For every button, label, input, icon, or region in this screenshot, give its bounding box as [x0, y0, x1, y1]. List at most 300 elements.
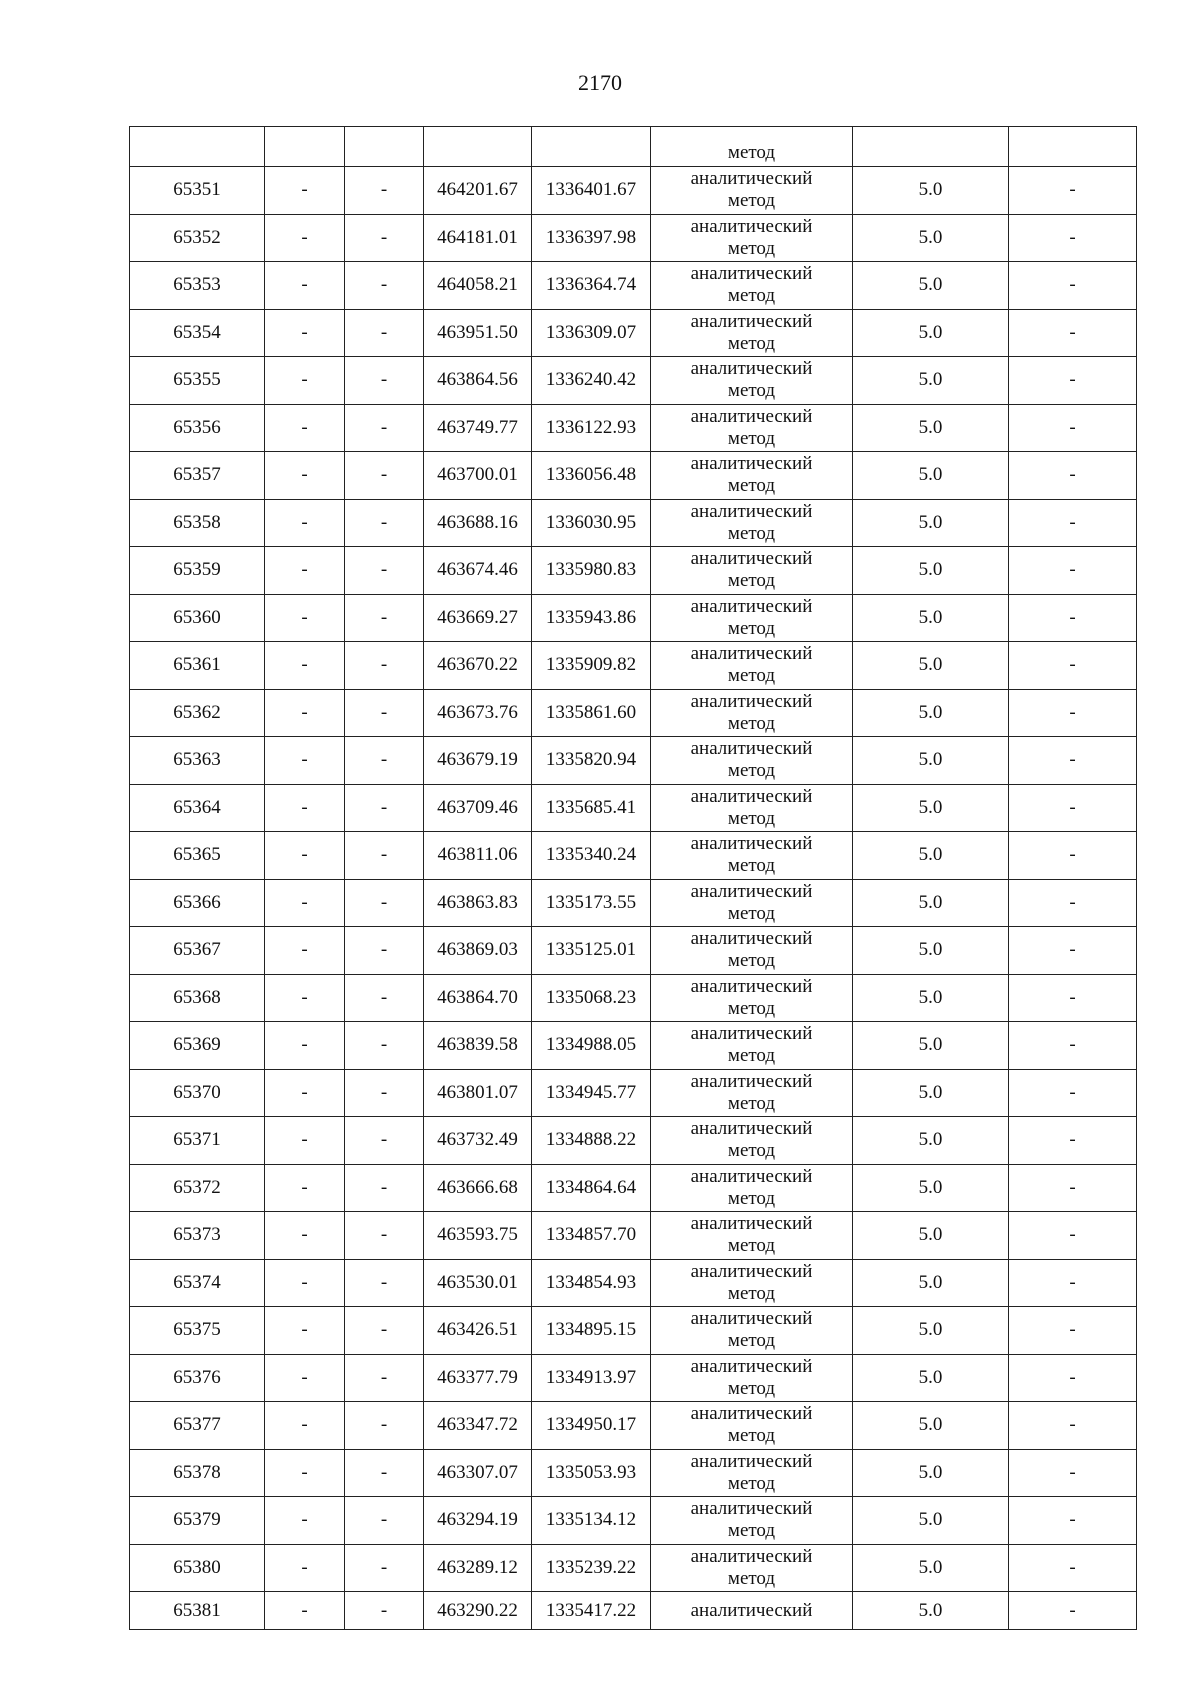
accuracy-cell: 5.0 — [853, 452, 1009, 500]
y-coordinate-cell: 1336397.98 — [532, 214, 651, 262]
point-number-cell: 65360 — [130, 594, 265, 642]
method-cell — [651, 1497, 853, 1545]
dash-cell: - — [265, 452, 345, 500]
point-number-cell: 65367 — [130, 927, 265, 975]
y-coordinate-cell: 1335068.23 — [532, 974, 651, 1022]
table-row — [130, 1402, 1137, 1450]
dash-cell: - — [265, 1022, 345, 1070]
method-cell — [651, 1259, 853, 1307]
method-line-2: метод — [727, 1235, 776, 1257]
method-line-1: аналитический — [690, 833, 813, 855]
table-cell — [853, 127, 1009, 167]
x-coordinate-cell: 463674.46 — [424, 547, 532, 595]
dash-cell: - — [265, 594, 345, 642]
method-line-1: аналитический — [690, 1118, 813, 1140]
dash-cell: - — [345, 1544, 424, 1592]
y-coordinate-cell: 1334913.97 — [532, 1354, 651, 1402]
accuracy-cell: 5.0 — [853, 927, 1009, 975]
x-coordinate-cell: 463673.76 — [424, 689, 532, 737]
dash-cell: - — [345, 594, 424, 642]
point-number-cell: 65368 — [130, 974, 265, 1022]
accuracy-cell: 5.0 — [853, 499, 1009, 547]
point-number-cell: 65374 — [130, 1259, 265, 1307]
point-number-cell: 65365 — [130, 832, 265, 880]
accuracy-cell: 5.0 — [853, 1354, 1009, 1402]
note-cell: - — [1009, 737, 1137, 785]
accuracy-cell: 5.0 — [853, 1449, 1009, 1497]
dash-cell: - — [345, 1307, 424, 1355]
table-row — [130, 309, 1137, 357]
table-row — [130, 214, 1137, 262]
dash-cell: - — [345, 404, 424, 452]
y-coordinate-cell: 1335134.12 — [532, 1497, 651, 1545]
y-coordinate-cell: 1336240.42 — [532, 357, 651, 405]
accuracy-cell: 5.0 — [853, 737, 1009, 785]
dash-cell: - — [345, 357, 424, 405]
table-row — [130, 737, 1137, 785]
method-line-2: метод — [727, 1092, 776, 1114]
dash-cell: - — [345, 1402, 424, 1450]
method-cell — [651, 594, 853, 642]
point-number-cell: 65377 — [130, 1402, 265, 1450]
point-number-cell: 65361 — [130, 642, 265, 690]
point-number-cell: 65371 — [130, 1117, 265, 1165]
x-coordinate-cell: 463377.79 — [424, 1354, 532, 1402]
dash-cell: - — [265, 1307, 345, 1355]
dash-cell: - — [265, 1592, 345, 1630]
dash-cell: - — [265, 309, 345, 357]
method-cell — [651, 1022, 853, 1070]
method-line-2: метод — [727, 997, 776, 1019]
note-cell: - — [1009, 1117, 1137, 1165]
y-coordinate-cell: 1335980.83 — [532, 547, 651, 595]
table-row — [130, 404, 1137, 452]
x-coordinate-cell: 463666.68 — [424, 1164, 532, 1212]
x-coordinate-cell: 463289.12 — [424, 1544, 532, 1592]
method-cell — [651, 1069, 853, 1117]
method-cell — [651, 1164, 853, 1212]
note-cell: - — [1009, 594, 1137, 642]
x-coordinate-cell: 464181.01 — [424, 214, 532, 262]
dash-cell: - — [265, 879, 345, 927]
table-row — [130, 927, 1137, 975]
method-cell — [651, 974, 853, 1022]
point-number-cell: 65381 — [130, 1592, 265, 1630]
method-cell — [651, 1354, 853, 1402]
x-coordinate-cell: 463811.06 — [424, 832, 532, 880]
note-cell: - — [1009, 167, 1137, 215]
x-coordinate-cell: 463749.77 — [424, 404, 532, 452]
method-line-2: метод — [727, 855, 776, 877]
method-line-1: аналитический — [690, 548, 813, 570]
y-coordinate-cell: 1335909.82 — [532, 642, 651, 690]
dash-cell: - — [345, 1212, 424, 1260]
note-cell: - — [1009, 689, 1137, 737]
dash-cell: - — [345, 262, 424, 310]
accuracy-cell: 5.0 — [853, 1022, 1009, 1070]
method-line-2: метод — [727, 1377, 776, 1399]
accuracy-cell: 5.0 — [853, 974, 1009, 1022]
x-coordinate-cell: 463347.72 — [424, 1402, 532, 1450]
dash-cell: - — [265, 167, 345, 215]
coordinates-table — [129, 126, 1137, 1630]
method-cell — [651, 1449, 853, 1497]
method-cell — [651, 404, 853, 452]
accuracy-cell: 5.0 — [853, 262, 1009, 310]
method-line-1: аналитический — [690, 1599, 813, 1621]
dash-cell: - — [265, 737, 345, 785]
x-coordinate-cell: 463869.03 — [424, 927, 532, 975]
table-row — [130, 832, 1137, 880]
note-cell: - — [1009, 547, 1137, 595]
method-line-1: аналитический — [690, 263, 813, 285]
dash-cell: - — [345, 499, 424, 547]
table-row — [130, 1164, 1137, 1212]
table-cell — [265, 127, 345, 167]
accuracy-cell: 5.0 — [853, 1212, 1009, 1260]
note-cell: - — [1009, 974, 1137, 1022]
y-coordinate-cell: 1334945.77 — [532, 1069, 651, 1117]
point-number-cell: 65373 — [130, 1212, 265, 1260]
table-row — [130, 1544, 1137, 1592]
dash-cell: - — [265, 832, 345, 880]
method-cell — [651, 1307, 853, 1355]
method-line-2: метод — [727, 427, 776, 449]
method-cell — [651, 1544, 853, 1592]
dash-cell: - — [265, 1164, 345, 1212]
table-row — [130, 1022, 1137, 1070]
dash-cell: - — [265, 357, 345, 405]
table-row — [130, 879, 1137, 927]
dash-cell: - — [265, 214, 345, 262]
note-cell: - — [1009, 1212, 1137, 1260]
method-line-1: аналитический — [690, 453, 813, 475]
dash-cell: - — [265, 689, 345, 737]
note-cell: - — [1009, 1354, 1137, 1402]
dash-cell: - — [345, 737, 424, 785]
dash-cell: - — [265, 642, 345, 690]
note-cell: - — [1009, 832, 1137, 880]
method-line-2: метод — [727, 285, 776, 307]
table-body — [130, 127, 1137, 1630]
dash-cell: - — [345, 547, 424, 595]
note-cell: - — [1009, 309, 1137, 357]
method-line-2: метод — [727, 712, 776, 734]
dash-cell: - — [345, 1164, 424, 1212]
note-cell: - — [1009, 499, 1137, 547]
table-row — [130, 167, 1137, 215]
accuracy-cell: 5.0 — [853, 167, 1009, 215]
dash-cell: - — [345, 1022, 424, 1070]
method-line-2: метод — [727, 237, 776, 259]
table-row — [130, 1307, 1137, 1355]
dash-cell: - — [345, 214, 424, 262]
method-cell — [651, 167, 853, 215]
y-coordinate-cell: 1335417.22 — [532, 1592, 651, 1630]
accuracy-cell: 5.0 — [853, 1259, 1009, 1307]
x-coordinate-cell: 463839.58 — [424, 1022, 532, 1070]
note-cell: - — [1009, 1592, 1137, 1630]
accuracy-cell: 5.0 — [853, 404, 1009, 452]
note-cell: - — [1009, 879, 1137, 927]
method-cell — [651, 214, 853, 262]
table-row — [130, 452, 1137, 500]
table-row — [130, 1354, 1137, 1402]
accuracy-cell: 5.0 — [853, 594, 1009, 642]
point-number-cell: 65370 — [130, 1069, 265, 1117]
method-cell — [651, 879, 853, 927]
method-line-2: метод — [727, 1567, 776, 1589]
note-cell: - — [1009, 1164, 1137, 1212]
method-line-1: аналитический — [690, 500, 813, 522]
x-coordinate-cell: 463864.70 — [424, 974, 532, 1022]
table-row — [130, 1449, 1137, 1497]
method-line-2: метод — [727, 570, 776, 592]
method-line-1: аналитический — [690, 1403, 813, 1425]
accuracy-cell: 5.0 — [853, 879, 1009, 927]
method-cell — [651, 1592, 853, 1630]
dash-cell: - — [265, 547, 345, 595]
dash-cell: - — [345, 642, 424, 690]
method-line-1: аналитический — [690, 168, 813, 190]
note-cell: - — [1009, 357, 1137, 405]
note-cell: - — [1009, 784, 1137, 832]
dash-cell: - — [265, 1449, 345, 1497]
method-line-1: аналитический — [690, 975, 813, 997]
y-coordinate-cell: 1334854.93 — [532, 1259, 651, 1307]
x-coordinate-cell: 463700.01 — [424, 452, 532, 500]
point-number-cell: 65378 — [130, 1449, 265, 1497]
method-line-2: метод — [727, 1520, 776, 1542]
method-cell — [651, 832, 853, 880]
table-cell — [1009, 127, 1137, 167]
x-coordinate-cell: 463307.07 — [424, 1449, 532, 1497]
accuracy-cell: 5.0 — [853, 547, 1009, 595]
y-coordinate-cell: 1335125.01 — [532, 927, 651, 975]
method-line-1: аналитический — [690, 1308, 813, 1330]
dash-cell: - — [345, 879, 424, 927]
note-cell: - — [1009, 404, 1137, 452]
dash-cell: - — [265, 974, 345, 1022]
dash-cell: - — [345, 1592, 424, 1630]
method-line-1: аналитический — [690, 405, 813, 427]
y-coordinate-cell: 1335685.41 — [532, 784, 651, 832]
point-number-cell: 65357 — [130, 452, 265, 500]
dash-cell: - — [345, 167, 424, 215]
y-coordinate-cell: 1336056.48 — [532, 452, 651, 500]
accuracy-cell: 5.0 — [853, 1164, 1009, 1212]
table-row — [130, 974, 1137, 1022]
point-number-cell: 65369 — [130, 1022, 265, 1070]
dash-cell: - — [345, 974, 424, 1022]
dash-cell: - — [345, 452, 424, 500]
method-line-1: аналитический — [690, 1213, 813, 1235]
method-line-1: аналитический — [690, 1450, 813, 1472]
table-cell — [424, 127, 532, 167]
method-line-1: аналитический — [690, 928, 813, 950]
dash-cell: - — [265, 1212, 345, 1260]
dash-cell: - — [265, 262, 345, 310]
accuracy-cell: 5.0 — [853, 1117, 1009, 1165]
dash-cell: - — [345, 1259, 424, 1307]
note-cell: - — [1009, 452, 1137, 500]
table-row — [130, 1592, 1137, 1630]
x-coordinate-cell: 463670.22 — [424, 642, 532, 690]
point-number-cell: 65376 — [130, 1354, 265, 1402]
note-cell: - — [1009, 1259, 1137, 1307]
y-coordinate-cell: 1336122.93 — [532, 404, 651, 452]
point-number-cell: 65364 — [130, 784, 265, 832]
method-cell — [651, 499, 853, 547]
dash-cell: - — [265, 1402, 345, 1450]
y-coordinate-cell: 1336364.74 — [532, 262, 651, 310]
table-cell — [130, 127, 265, 167]
table-row — [130, 642, 1137, 690]
x-coordinate-cell: 463669.27 — [424, 594, 532, 642]
accuracy-cell: 5.0 — [853, 1069, 1009, 1117]
dash-cell: - — [265, 1259, 345, 1307]
method-line-1: аналитический — [690, 785, 813, 807]
method-cell — [651, 784, 853, 832]
x-coordinate-cell: 463530.01 — [424, 1259, 532, 1307]
point-number-cell: 65362 — [130, 689, 265, 737]
table-row — [130, 1069, 1137, 1117]
note-cell: - — [1009, 1069, 1137, 1117]
method-line-2: метод — [727, 617, 776, 639]
note-cell: - — [1009, 1449, 1137, 1497]
method-line-2: метод — [727, 1045, 776, 1067]
table-cell — [532, 127, 651, 167]
table-row — [130, 357, 1137, 405]
method-cell — [651, 1117, 853, 1165]
dash-cell: - — [345, 784, 424, 832]
y-coordinate-cell: 1335340.24 — [532, 832, 651, 880]
dash-cell: - — [265, 1354, 345, 1402]
x-coordinate-cell: 463863.83 — [424, 879, 532, 927]
method-line-2: метод — [727, 522, 776, 544]
note-cell: - — [1009, 1497, 1137, 1545]
method-cell — [651, 737, 853, 785]
method-cell — [651, 689, 853, 737]
note-cell: - — [1009, 262, 1137, 310]
table-row — [130, 547, 1137, 595]
x-coordinate-cell: 463732.49 — [424, 1117, 532, 1165]
method-line-2: метод — [727, 665, 776, 687]
dash-cell: - — [345, 1117, 424, 1165]
table-row — [130, 594, 1137, 642]
table-cell — [345, 127, 424, 167]
method-line-1: аналитический — [690, 1260, 813, 1282]
y-coordinate-cell: 1335239.22 — [532, 1544, 651, 1592]
x-coordinate-cell: 463951.50 — [424, 309, 532, 357]
dash-cell: - — [265, 927, 345, 975]
note-cell: - — [1009, 927, 1137, 975]
method-cell — [651, 1212, 853, 1260]
point-number-cell: 65366 — [130, 879, 265, 927]
method-line-2: метод — [727, 902, 776, 924]
table-row — [130, 689, 1137, 737]
y-coordinate-cell: 1334988.05 — [532, 1022, 651, 1070]
note-cell: - — [1009, 1307, 1137, 1355]
dash-cell: - — [345, 689, 424, 737]
y-coordinate-cell: 1336030.95 — [532, 499, 651, 547]
method-line-1: аналитический — [690, 643, 813, 665]
method-line-1: аналитический — [690, 215, 813, 237]
x-coordinate-cell: 464058.21 — [424, 262, 532, 310]
method-cell — [651, 927, 853, 975]
point-number-cell: 65358 — [130, 499, 265, 547]
accuracy-cell: 5.0 — [853, 1544, 1009, 1592]
note-cell: - — [1009, 1022, 1137, 1070]
x-coordinate-cell: 463864.56 — [424, 357, 532, 405]
point-number-cell: 65352 — [130, 214, 265, 262]
method-cell — [651, 452, 853, 500]
dash-cell: - — [345, 1354, 424, 1402]
point-number-cell: 65379 — [130, 1497, 265, 1545]
method-line-2: метод — [727, 1472, 776, 1494]
table-row — [130, 1117, 1137, 1165]
accuracy-cell: 5.0 — [853, 1307, 1009, 1355]
method-line-1: аналитический — [690, 1545, 813, 1567]
dash-cell: - — [345, 309, 424, 357]
x-coordinate-cell: 463593.75 — [424, 1212, 532, 1260]
point-number-cell: 65354 — [130, 309, 265, 357]
method-line-2: метод — [727, 380, 776, 402]
point-number-cell: 65380 — [130, 1544, 265, 1592]
method-line-1: аналитический — [690, 310, 813, 332]
table-row — [130, 784, 1137, 832]
accuracy-cell: 5.0 — [853, 689, 1009, 737]
method-cell — [651, 262, 853, 310]
method-line-1: аналитический — [690, 358, 813, 380]
point-number-cell: 65359 — [130, 547, 265, 595]
dash-cell: - — [265, 404, 345, 452]
note-cell: - — [1009, 1402, 1137, 1450]
dash-cell: - — [345, 1069, 424, 1117]
method-line-2: метод — [727, 1330, 776, 1352]
dash-cell: - — [265, 499, 345, 547]
accuracy-cell: 5.0 — [853, 832, 1009, 880]
method-line-1: аналитический — [690, 1355, 813, 1377]
table-row — [130, 1259, 1137, 1307]
accuracy-cell: 5.0 — [853, 214, 1009, 262]
method-cell — [651, 1402, 853, 1450]
accuracy-cell: 5.0 — [853, 784, 1009, 832]
x-coordinate-cell: 463709.46 — [424, 784, 532, 832]
method-line-2: метод — [727, 1140, 776, 1162]
dash-cell: - — [345, 1497, 424, 1545]
method-line-2: метод — [727, 332, 776, 354]
note-cell: - — [1009, 214, 1137, 262]
note-cell: - — [1009, 642, 1137, 690]
table-row — [130, 499, 1137, 547]
method-line-1: аналитический — [690, 1165, 813, 1187]
method-line-2: метод — [727, 1425, 776, 1447]
method-cell — [651, 642, 853, 690]
method-line-2: метод — [727, 950, 776, 972]
method-line-2: метод — [727, 475, 776, 497]
y-coordinate-cell: 1334950.17 — [532, 1402, 651, 1450]
point-number-cell: 65363 — [130, 737, 265, 785]
y-coordinate-cell: 1335053.93 — [532, 1449, 651, 1497]
point-number-cell: 65375 — [130, 1307, 265, 1355]
x-coordinate-cell: 463679.19 — [424, 737, 532, 785]
table-row — [130, 1212, 1137, 1260]
y-coordinate-cell: 1334895.15 — [532, 1307, 651, 1355]
dash-cell: - — [265, 784, 345, 832]
y-coordinate-cell: 1335173.55 — [532, 879, 651, 927]
accuracy-cell: 5.0 — [853, 1402, 1009, 1450]
